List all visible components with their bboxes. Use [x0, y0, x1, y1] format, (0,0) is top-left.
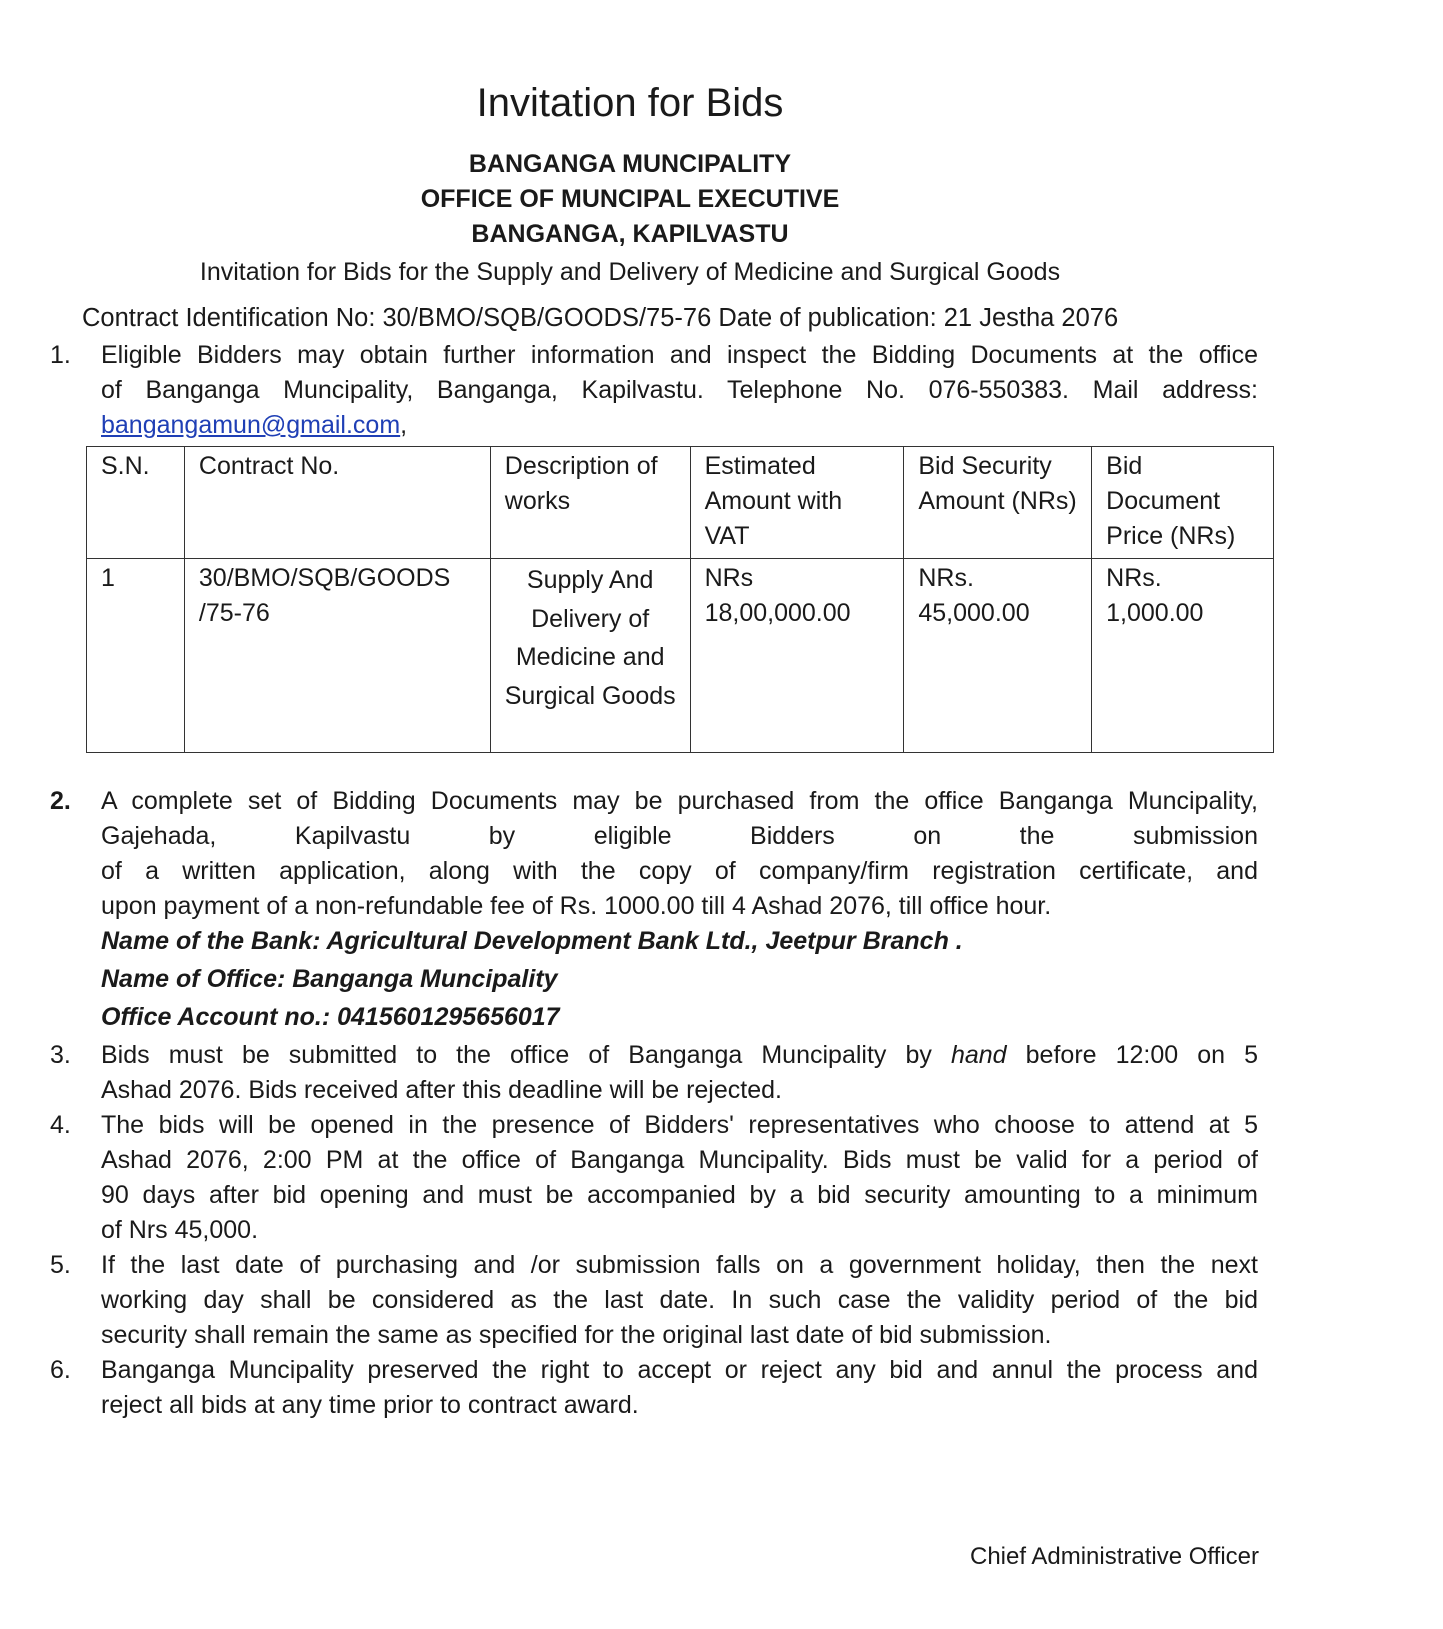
header-bid-document-price: Bid Document Price (NRs): [1092, 447, 1274, 559]
header-contract-no: Contract No.: [184, 447, 490, 559]
clause-body: [101, 1038, 1258, 1108]
cell-bid-security: NRs. 45,000.00: [904, 559, 1092, 753]
clause-line: security shall remain the same as specified for the original last date of bid submission.: [101, 1321, 1052, 1349]
header-sn: S.N.: [87, 447, 185, 559]
clause-line: of Banganga Muncipality, Banganga, Kapilvastu. Telephone No. 076-550383. Mail address:: [101, 376, 1258, 404]
clause-emphasis: hand: [950, 1041, 1007, 1069]
clause-line: The bids will be opened in the presence of Bidders' representatives who choose to attend at 5: [101, 1111, 1258, 1139]
clause-line: reject all bids at any time prior to contract award.: [101, 1391, 639, 1419]
header-description: Description of works: [490, 447, 690, 559]
clause-line: [101, 408, 1258, 443]
clause-number: 1.: [50, 341, 71, 369]
signatory-title: Chief Administrative Officer: [970, 1543, 1259, 1570]
clause-body: [101, 784, 1258, 924]
notice-subtitle: Invitation for Bids for the Supply and Delivery of Medicine and Surgical Goods: [199, 258, 1061, 286]
clause-line: If the last date of purchasing and /or submission falls on a government holiday, then the next: [101, 1251, 1258, 1279]
clause-text: before 12:00 on 5: [1025, 1041, 1259, 1069]
clause-body: [101, 1353, 1258, 1423]
table-header-row: [87, 447, 1274, 559]
clause-body: [101, 1248, 1258, 1353]
clause-line: A complete set of Bidding Documents may be purchased from the office Banganga Muncipality,: [101, 787, 1258, 815]
email-link[interactable]: bangangamun@gmail.com: [101, 411, 401, 439]
org-name: BANGANGA MUNCIPALITY: [468, 150, 792, 178]
header-bid-security: Bid Security Amount (NRs): [904, 447, 1092, 559]
cell-description: Supply And Delivery of Medicine and Surgical Goods: [490, 559, 690, 753]
clause-line: Banganga Muncipality preserved the right to accept or reject any bid and annul the process and: [101, 1356, 1258, 1384]
cell-bid-document-price: NRs. 1,000.00: [1092, 559, 1274, 753]
clause-line: Eligible Bidders may obtain further information and inspect the Bidding Documents at the office: [101, 341, 1258, 369]
clause-line: of Nrs 45,000.: [101, 1216, 259, 1244]
clause-line: of a written application, along with the copy of company/firm registration certificate, and: [101, 857, 1258, 885]
office-name-bank: Name of Office: Banganga Muncipality: [101, 965, 558, 993]
clause-line: 90 days after bid opening and must be accompanied by a bid security amounting to a minimum: [101, 1181, 1258, 1209]
bid-table: [86, 446, 1274, 753]
clause-line: Ashad 2076, 2:00 PM at the office of Banganga Muncipality. Bids must be valid for a period of: [101, 1146, 1258, 1174]
account-number: Office Account no.: 0415601295656017: [101, 1003, 560, 1031]
page-title: Invitation for Bids: [476, 81, 784, 125]
clause-number: 2.: [50, 787, 71, 815]
email-suffix: ,: [400, 411, 408, 439]
table-row: [87, 559, 1274, 753]
clause-number: 3.: [50, 1041, 71, 1069]
clause-line: Gajehada, Kapilvastu by eligible Bidders on the submission: [101, 822, 1258, 850]
contract-identification: Contract Identification No: 30/BMO/SQB/GOODS/75-76 Date of publication: 21 Jestha 2076: [82, 304, 1119, 332]
bank-name: Name of the Bank: Agricultural Development Bank Ltd., Jeetpur Branch .: [101, 927, 963, 955]
cell-contract-no: 30/BMO/SQB/GOODS /75-76: [184, 559, 490, 753]
cell-estimated-amount: NRs 18,00,000.00: [690, 559, 904, 753]
clause-number: 5.: [50, 1251, 71, 1279]
cell-sn: 1: [87, 559, 185, 753]
clause-number: 4.: [50, 1111, 71, 1139]
clause-line: [101, 1038, 1258, 1073]
header-estimated-amount: Estimated Amount with VAT: [690, 447, 904, 559]
office-name: OFFICE OF MUNCIPAL EXECUTIVE: [420, 185, 840, 213]
clause-number: 6.: [50, 1356, 71, 1384]
clause-text: Bids must be submitted to the office of Banganga Muncipality by: [101, 1041, 932, 1069]
clause-line: Ashad 2076. Bids received after this deadline will be rejected.: [101, 1076, 782, 1104]
clause-line: working day shall be considered as the last date. In such case the validity period of the bid: [101, 1286, 1258, 1314]
clause-body: [101, 338, 1258, 443]
clause-body: [101, 1108, 1258, 1248]
clause-line: upon payment of a non-refundable fee of Rs. 1000.00 till 4 Ashad 2076, till office hour.: [101, 892, 1052, 920]
office-location: BANGANGA, KAPILVASTU: [471, 220, 789, 248]
